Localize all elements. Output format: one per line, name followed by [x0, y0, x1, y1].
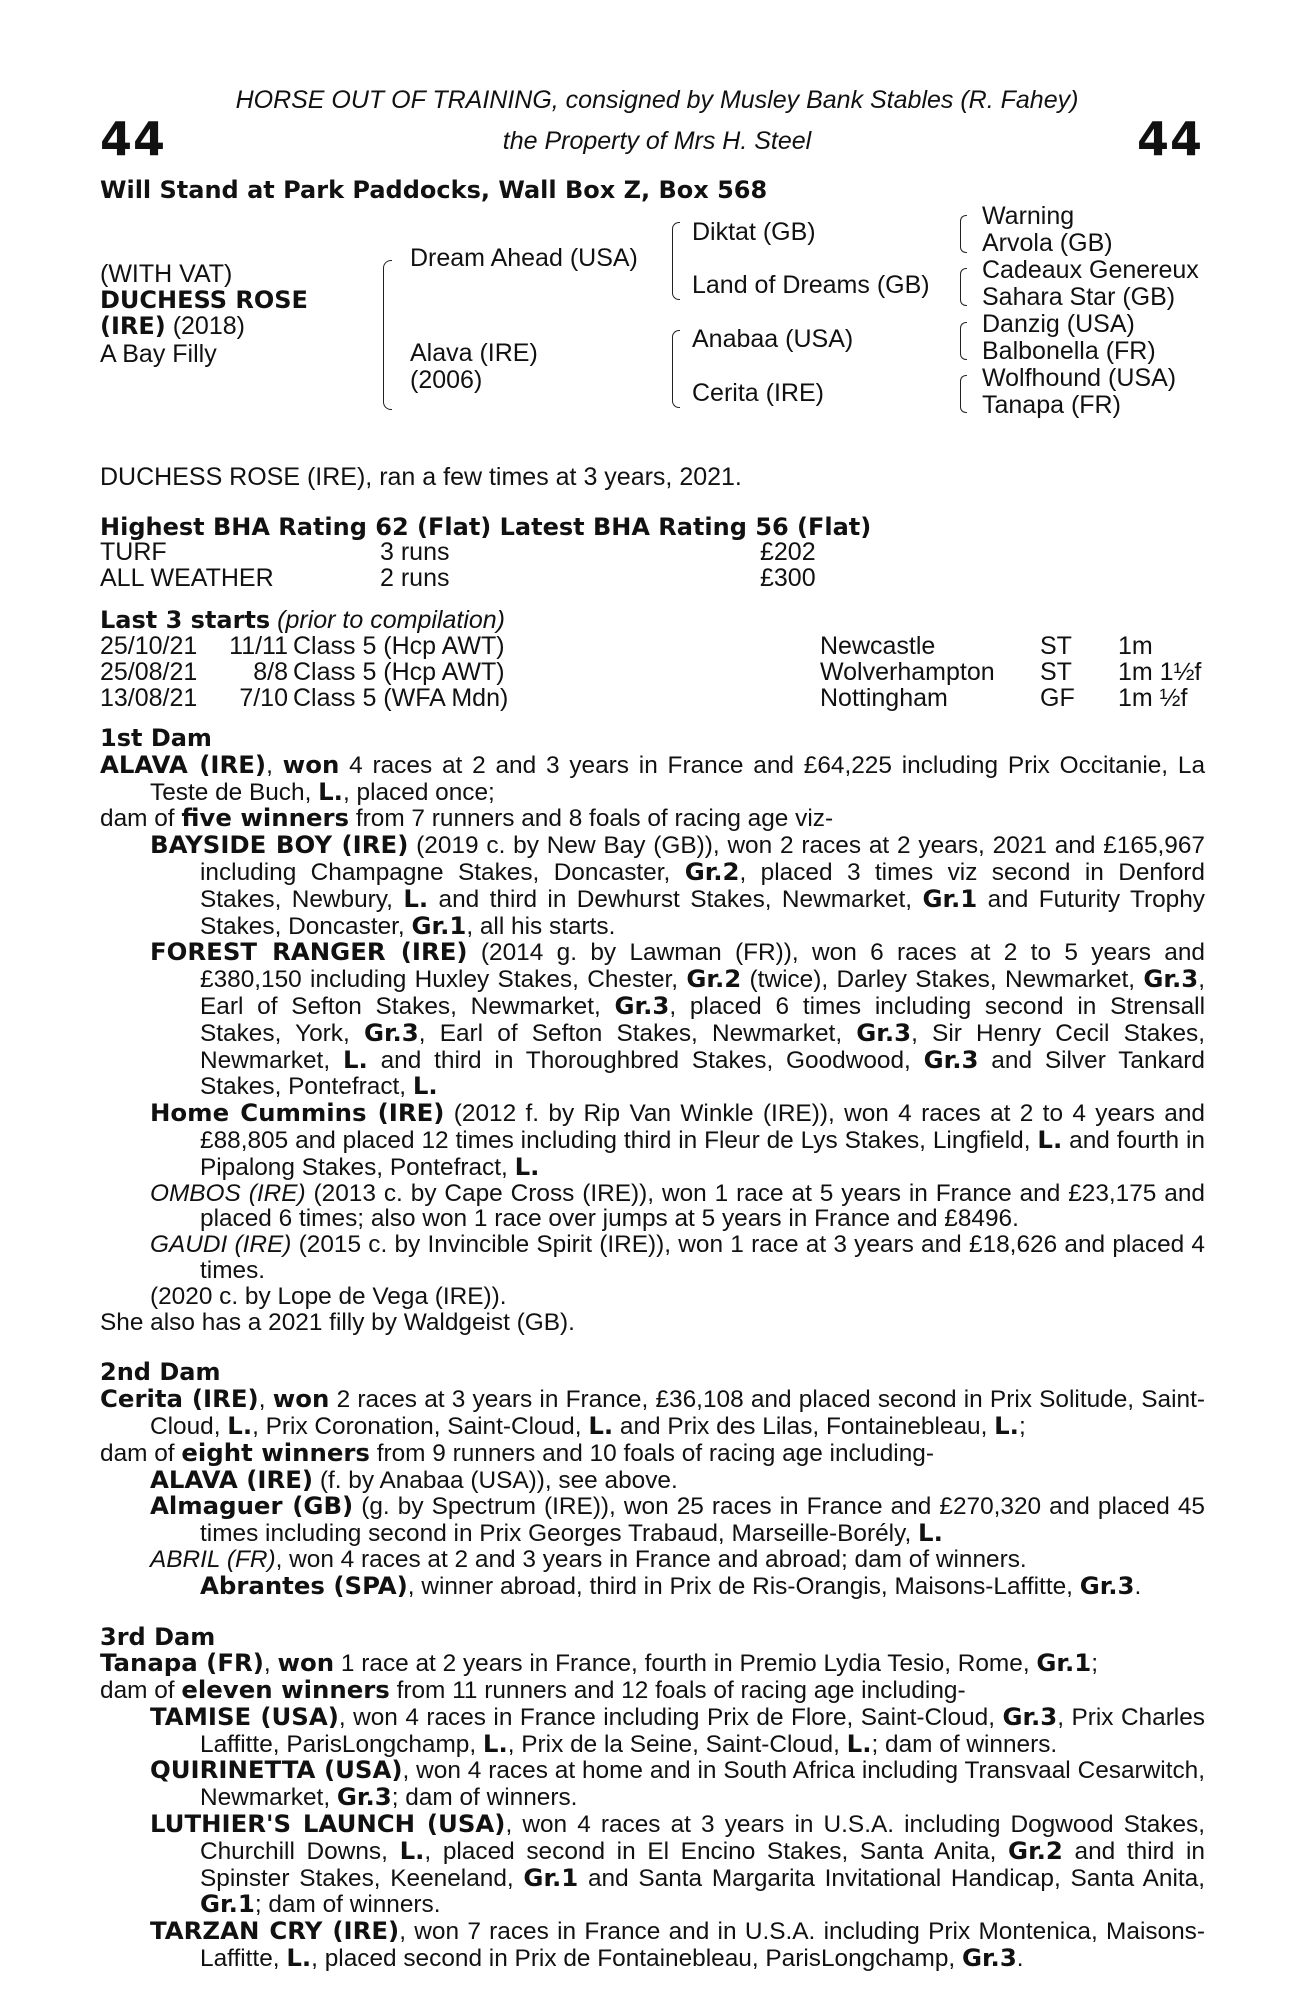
pedigree-brace-g3: [960, 322, 967, 360]
start-distance: 1m ½f: [1118, 684, 1188, 712]
rating-surface-2: ALL WEATHER: [100, 564, 274, 592]
start-position: 11/11: [229, 632, 288, 660]
first-dam-offspring: OMBOS (IRE) (2013 c. by Cape Cross (IRE)), won 1 race at 5 years in France and £23,175 and placed 6 times; also won 1 race over jumps at 5 years in France and £8496.: [150, 1179, 1205, 1233]
start-distance: 1m: [1118, 632, 1153, 660]
start-date: 25/10/21: [100, 632, 198, 660]
start-position: 7/10: [239, 684, 288, 712]
pedigree-sire: Dream Ahead (USA): [410, 244, 638, 272]
starts-heading: Last 3 starts (prior to compilation): [100, 606, 506, 634]
pedigree-g4: Sahara Star (GB): [982, 283, 1176, 311]
rating-prize-1: £202: [760, 538, 816, 566]
start-distance: 1m 1½f: [1118, 658, 1202, 686]
pedigree-sire-sire: Diktat (GB): [692, 218, 816, 246]
start-class: Class 5 (Hcp AWT): [293, 658, 505, 686]
rating-surface-1: TURF: [100, 538, 167, 566]
first-dam-offspring: FOREST RANGER (IRE) (2014 g. by Lawman (FR)), won 6 races at 2 to 5 years and £380,150 including Huxley Stakes, Chester, Gr.2 (twice), Darley Stakes, Newmarket, Gr.3, Earl of Sefton Stakes, Newmarket, Gr.3, placed 6 times including second in Strensall Stakes, York, Gr.3, Earl of Sefton Stakes, Newmarket, Gr.3, Sir Henry Cecil Stakes, Newmarket, L. and third in Thoroughbred Stakes, Goodwood, Gr.3 and Silver Tankard Stakes, Pontefract, L.: [150, 937, 1205, 1101]
first-dam-offspring: GAUDI (IRE) (2015 c. by Invincible Spirit (IRE)), won 1 race at 3 years and £18,626 and placed 4 times.: [150, 1231, 1205, 1284]
start-class: Class 5 (Hcp AWT): [293, 632, 505, 660]
third-dam-record: Tanapa (FR), won 1 race at 2 years in France, fourth in Premio Lydia Tesio, Rome, Gr.1;: [100, 1648, 1098, 1678]
start-course: Newcastle: [820, 632, 936, 660]
rating-prize-2: £300: [760, 564, 816, 592]
horse-name-suffix: (IRE) (2018): [100, 312, 245, 340]
pedigree-g3: Cadeaux Genereux: [982, 256, 1199, 284]
third-dam-offspring: TAMISE (USA), won 4 races in France including Prix de Flore, Saint-Cloud, Gr.3, Prix Charles Laffitte, ParisLongchamp, L., Prix de la Seine, Saint-Cloud, L.; dam of winners.: [150, 1701, 1205, 1758]
start-date: 13/08/21: [100, 684, 198, 712]
pedigree-g8: Tanapa (FR): [982, 391, 1121, 419]
rating-runs-1: 3 runs: [380, 538, 450, 566]
vat-note: (WITH VAT): [100, 260, 233, 288]
first-dam-record: ALAVA (IRE), won 4 races at 2 and 3 years in France and £64,225 including Prix Occitanie, La Teste de Buch, L., placed once;: [100, 749, 1206, 806]
horse-description: A Bay Filly: [100, 340, 217, 368]
second-dam-offspring: ABRIL (FR), won 4 races at 2 and 3 years in France and abroad; dam of winners.: [150, 1545, 1027, 1573]
first-dam-note: She also has a 2021 filly by Waldgeist (GB).: [100, 1308, 575, 1336]
second-dam-produce-summary: dam of eight winners from 9 runners and 10 foals of racing age including-: [100, 1437, 934, 1467]
start-going: ST: [1040, 632, 1072, 660]
pedigree-dam-dam: Cerita (IRE): [692, 379, 824, 407]
second-dam-offspring: ALAVA (IRE) (f. by Anabaa (USA)), see above.: [150, 1464, 678, 1494]
second-dam-grand-offspring: Abrantes (SPA), winner abroad, third in Prix de Ris-Orangis, Maisons-Laffitte, Gr.3.: [200, 1570, 1142, 1600]
first-dam-offspring: Home Cummins (IRE) (2012 f. by Rip Van Winkle (IRE)), won 4 races at 2 to 4 years and £88,805 and placed 12 times including third in Fleur de Lys Stakes, Lingfield, L. and fourth in Pipalong Stakes, Pontefract, L.: [150, 1098, 1205, 1181]
third-dam-offspring: LUTHIER'S LAUNCH (USA), won 4 races at 3 years in U.S.A. including Dogwood Stakes, Churchill Downs, L., placed second in El Encino Stakes, Santa Anita, Gr.2 and third in Spinster Stakes, Keeneland, Gr.1 and Santa Margarita Invitational Handicap, Santa Anita, Gr.1; dam of winners.: [150, 1809, 1205, 1919]
start-course: Wolverhampton: [820, 658, 995, 686]
pedigree-g5: Danzig (USA): [982, 310, 1135, 338]
pedigree-brace-g1: [960, 215, 967, 253]
start-date: 25/08/21: [100, 658, 198, 686]
first-dam-offspring: BAYSIDE BOY (IRE) (2019 c. by New Bay (GB)), won 2 races at 2 years, 2021 and £165,967 including Champagne Stakes, Doncaster, Gr.2, placed 3 times viz second in Denford Stakes, Newbury, L. and third in Dewhurst Stakes, Newmarket, Gr.1 and Futurity Trophy Stakes, Doncaster, Gr.1, all his starts.: [150, 830, 1205, 940]
start-class: Class 5 (WFA Mdn): [293, 684, 509, 712]
first-dam-offspring: (2020 c. by Lope de Vega (IRE)).: [150, 1282, 507, 1310]
second-dam-heading: 2nd Dam: [100, 1358, 221, 1387]
third-dam-heading: 3rd Dam: [100, 1622, 216, 1651]
start-going: GF: [1040, 684, 1075, 712]
horse-name: DUCHESS ROSE: [100, 286, 308, 314]
pedigree-dam-sire: Anabaa (USA): [692, 325, 854, 353]
consignor-line: HORSE OUT OF TRAINING, consigned by Musley Bank Stables (R. Fahey): [235, 86, 1079, 114]
stand-location: Will Stand at Park Paddocks, Wall Box Z, Box 568: [100, 176, 768, 204]
pedigree-brace-dam: [672, 330, 680, 408]
pedigree-g6: Balbonella (FR): [982, 337, 1156, 365]
lot-number-left: 44: [100, 112, 167, 166]
pedigree-brace-main: [383, 260, 392, 410]
rating-heading: Highest BHA Rating 62 (Flat) Latest BHA Rating 56 (Flat): [100, 513, 872, 541]
pedigree-brace-g4: [960, 375, 967, 413]
pedigree-g2: Arvola (GB): [982, 229, 1113, 257]
lot-number-right: 44: [1137, 112, 1204, 166]
pedigree-brace-sire: [672, 222, 680, 300]
rating-runs-2: 2 runs: [380, 564, 450, 592]
third-dam-offspring: TARZAN CRY (IRE), won 7 races in France and in U.S.A. including Prix Montenica, Maisons-Laffitte, L., placed second in Prix de Fontainebleau, ParisLongchamp, Gr.3.: [150, 1916, 1206, 1973]
second-dam-record: Cerita (IRE), won 2 races at 3 years in France, £36,108 and placed second in Prix Solitude, Saint-Cloud, L., Prix Coronation, Saint-Cloud, L. and Prix des Lilas, Fontainebleau, L.;: [100, 1384, 1205, 1440]
start-position: 8/8: [253, 658, 288, 686]
pedigree-dam-year: (2006): [410, 366, 483, 394]
first-dam-produce-summary: dam of five winners from 7 runners and 8 foals of racing age viz-: [100, 803, 834, 833]
second-dam-offspring: Almaguer (GB) (g. by Spectrum (IRE)), won 25 races in France and £270,320 and placed 45 times including second in Prix Georges Trabaud, Marseille-Borély, L.: [150, 1491, 1205, 1548]
start-course: Nottingham: [820, 684, 948, 712]
pedigree-brace-g2: [960, 268, 967, 306]
pedigree-dam: Alava (IRE): [410, 339, 538, 367]
pedigree-g1: Warning: [982, 202, 1075, 230]
race-summary: DUCHESS ROSE (IRE), ran a few times at 3 years, 2021.: [100, 463, 742, 491]
first-dam-heading: 1st Dam: [100, 724, 212, 752]
start-going: ST: [1040, 658, 1072, 686]
pedigree-g7: Wolfhound (USA): [982, 364, 1177, 392]
dam-sections: [100, 726, 1205, 1972]
third-dam-offspring: QUIRINETTA (USA), won 4 races at home and in South Africa including Transvaal Cesarwitch, Newmarket, Gr.3; dam of winners.: [150, 1755, 1206, 1812]
third-dam-produce-summary: dam of eleven winners from 11 runners and 12 foals of racing age including-: [100, 1675, 966, 1705]
property-line: the Property of Mrs H. Steel: [502, 127, 812, 155]
pedigree-sire-dam: Land of Dreams (GB): [692, 271, 930, 299]
